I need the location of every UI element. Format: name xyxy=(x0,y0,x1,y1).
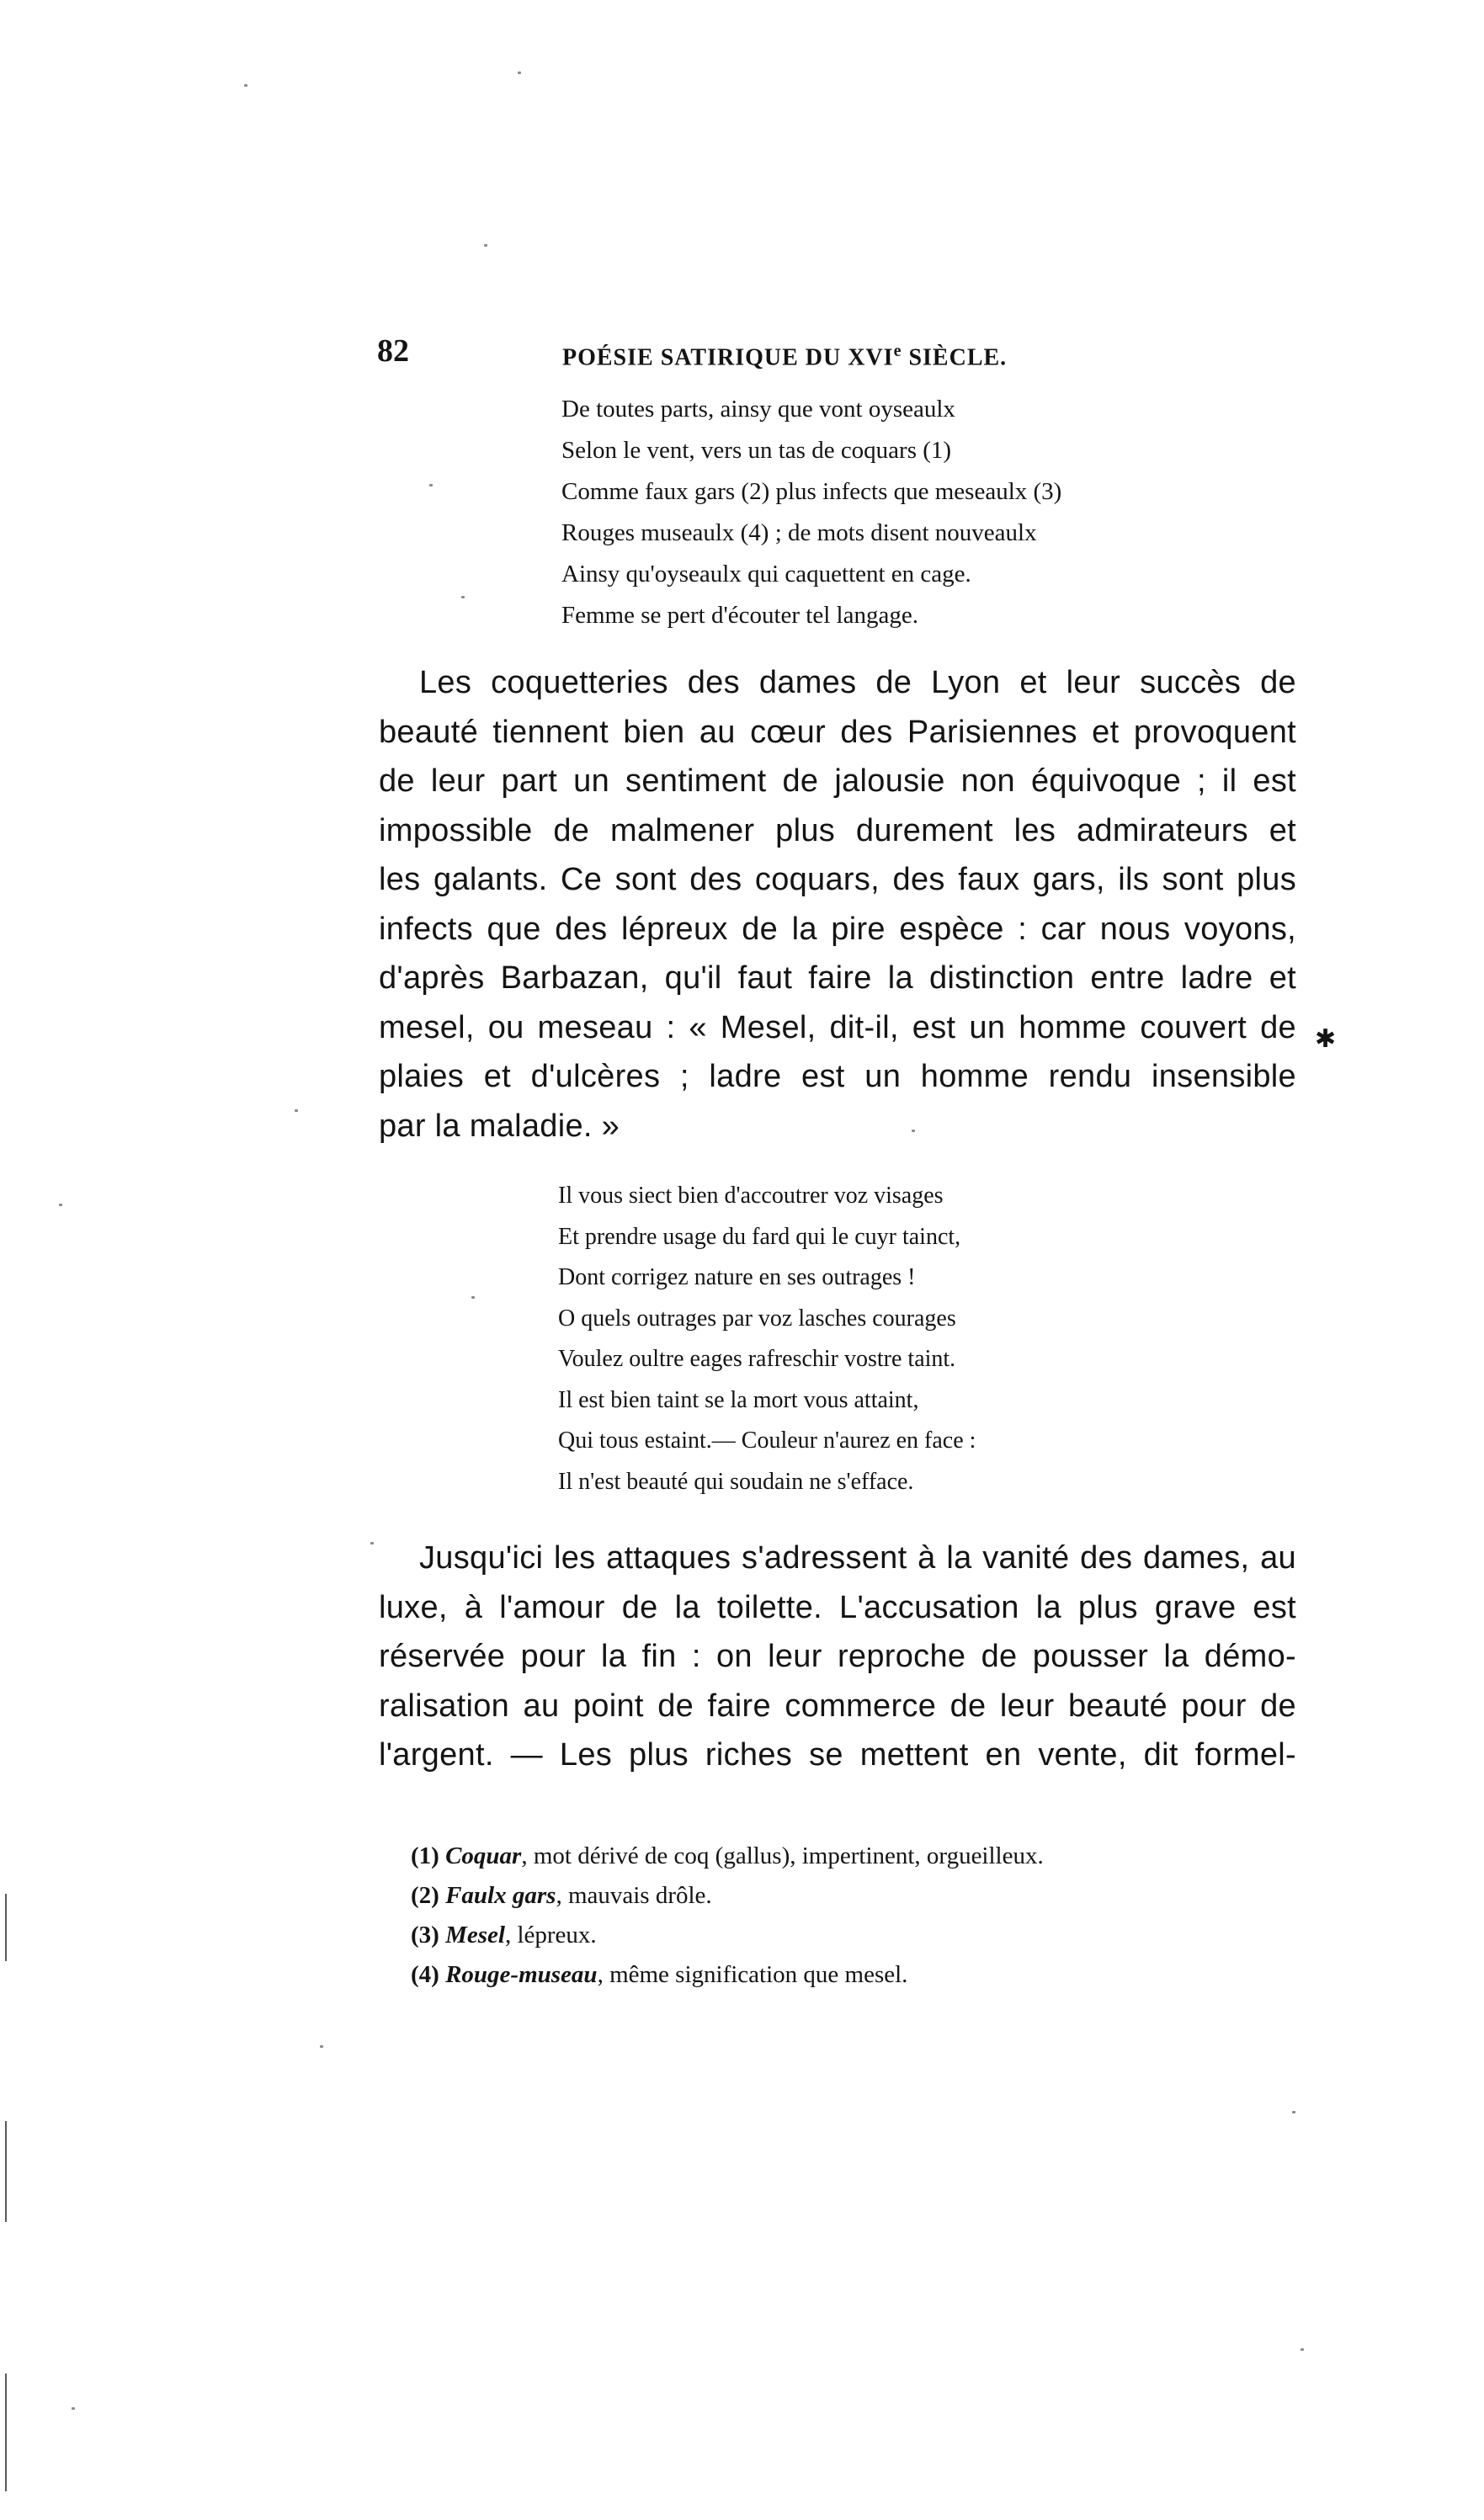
footnote-number: (1) xyxy=(411,1842,439,1869)
scan-speck xyxy=(295,1109,298,1112)
margin-asterisk-mark: ✱ xyxy=(1315,1025,1337,1053)
prose-line: plaies et d'ulcères ; ladre est un homme rendu insensible xyxy=(379,1059,1296,1094)
prose-line: d'après Barbazan, qu'il faut faire la distinction entre ladre et xyxy=(379,960,1296,996)
footnote xyxy=(411,1837,1044,1876)
footnote-term: Faulx gars xyxy=(445,1882,556,1909)
footnote-number: (2) xyxy=(411,1882,439,1909)
running-title-superscript: e xyxy=(893,342,902,360)
verse-line: Voulez oultre eages rafreschir vostre taint. xyxy=(558,1346,956,1372)
prose-line: Jusqu'ici les attaques s'adressent à la vanité des dames, au xyxy=(419,1540,1296,1576)
verse-line: Ainsy qu'oyseaulx qui caquettent en cage. xyxy=(561,561,971,587)
scan-speck xyxy=(59,1204,62,1206)
verse-stanza-2 xyxy=(558,1176,976,1502)
scan-speck xyxy=(461,596,465,598)
scan-edge-line xyxy=(5,1894,7,1961)
prose-line: l'argent. — Les plus riches se mettent en vente, dit formel- xyxy=(379,1737,1296,1773)
footnote-text: , mot dérivé de coq (gallus), impertinent, orgueilleux. xyxy=(521,1842,1044,1869)
verse-line: Dont corrigez nature en ses outrages ! xyxy=(558,1264,916,1290)
footnote-term: Coquar xyxy=(445,1842,522,1869)
verse-line: Qui tous estaint.— Couleur n'aurez en face : xyxy=(558,1427,976,1454)
verse-line: Il est bien taint se la mort vous attaint, xyxy=(558,1386,919,1413)
verse-stanza-1 xyxy=(561,389,1061,636)
prose-line: Les coquetteries des dames de Lyon et leur succès de xyxy=(419,665,1296,700)
running-head xyxy=(377,331,1286,371)
running-title-prefix: POÉSIE SATIRIQUE DU XVI xyxy=(562,344,894,371)
running-title-suffix: SIÈCLE. xyxy=(902,344,1008,371)
footnote-text: , même signification que mesel. xyxy=(597,1961,908,1988)
prose-line: réservée pour la fin : on leur reproche de pousser la démo- xyxy=(379,1639,1296,1674)
footnote xyxy=(411,1916,1044,1955)
verse-line: Comme faux gars (2) plus infects que meseaulx (3) xyxy=(561,478,1062,505)
scan-speck xyxy=(912,1130,915,1132)
prose-line: infects que des lépreux de la pire espèce : car nous voyons, xyxy=(379,911,1296,947)
scan-speck xyxy=(244,84,247,87)
scan-edge-line xyxy=(5,2121,7,2222)
verse-line: Il vous siect bien d'accoutrer voz visages xyxy=(558,1183,944,1209)
verse-line: Rouges museaulx (4) ; de mots disent nouveaulx xyxy=(561,519,1037,546)
paragraph-1 xyxy=(379,658,1296,1151)
prose-line: impossible de malmener plus durement les admirateurs et xyxy=(379,812,1296,848)
scan-speck xyxy=(370,1542,374,1544)
prose-line: luxe, à l'amour de la toilette. L'accusation la plus grave est xyxy=(379,1589,1296,1625)
footnote-number: (3) xyxy=(411,1922,439,1948)
scan-speck xyxy=(320,2045,323,2048)
scan-edge-line xyxy=(5,2374,7,2491)
verse-line: O quels outrages par voz lasches courages xyxy=(558,1305,956,1332)
footnotes xyxy=(411,1837,1044,1995)
scan-speck xyxy=(429,484,433,486)
page-number: 82 xyxy=(377,333,409,369)
footnote xyxy=(411,1955,1044,1995)
scan-speck xyxy=(484,244,487,247)
footnote xyxy=(411,1876,1044,1916)
prose-line: de leur part un sentiment de jalousie non équivoque ; il est xyxy=(379,763,1296,799)
prose-line: mesel, ou meseau : « Mesel, dit-il, est un homme couvert de xyxy=(379,1009,1296,1045)
verse-line: Il n'est beauté qui soudain ne s'efface. xyxy=(558,1468,914,1495)
verse-line: Selon le vent, vers un tas de coquars (1) xyxy=(561,437,952,464)
scan-speck xyxy=(1300,2348,1304,2351)
footnote-number: (4) xyxy=(411,1961,439,1988)
prose-line: beauté tiennent bien au cœur des Parisiennes et provoquent xyxy=(379,714,1296,750)
prose-line: ralisation au point de faire commerce de leur beauté pour de xyxy=(379,1688,1296,1724)
footnote-text: , mauvais drôle. xyxy=(556,1882,712,1909)
scan-speck xyxy=(1292,2111,1295,2113)
verse-line: Et prendre usage du fard qui le cuyr tainct, xyxy=(558,1223,961,1250)
footnote-term: Mesel xyxy=(445,1922,505,1948)
verse-line: De toutes parts, ainsy que vont oyseaulx xyxy=(561,396,955,423)
prose-line: par la maladie. » xyxy=(379,1108,620,1144)
verse-line: Femme se pert d'écouter tel langage. xyxy=(561,602,918,629)
footnote-text: , lépreux. xyxy=(504,1922,597,1948)
scan-speck xyxy=(471,1296,475,1299)
scan-speck xyxy=(72,2407,75,2410)
prose-line: les galants. Ce sont des coquars, des faux gars, ils sont plus xyxy=(379,862,1296,897)
paragraph-2 xyxy=(379,1534,1296,1780)
scan-speck xyxy=(518,72,521,74)
footnote-term: Rouge-museau xyxy=(445,1961,598,1988)
running-title xyxy=(562,331,1007,378)
